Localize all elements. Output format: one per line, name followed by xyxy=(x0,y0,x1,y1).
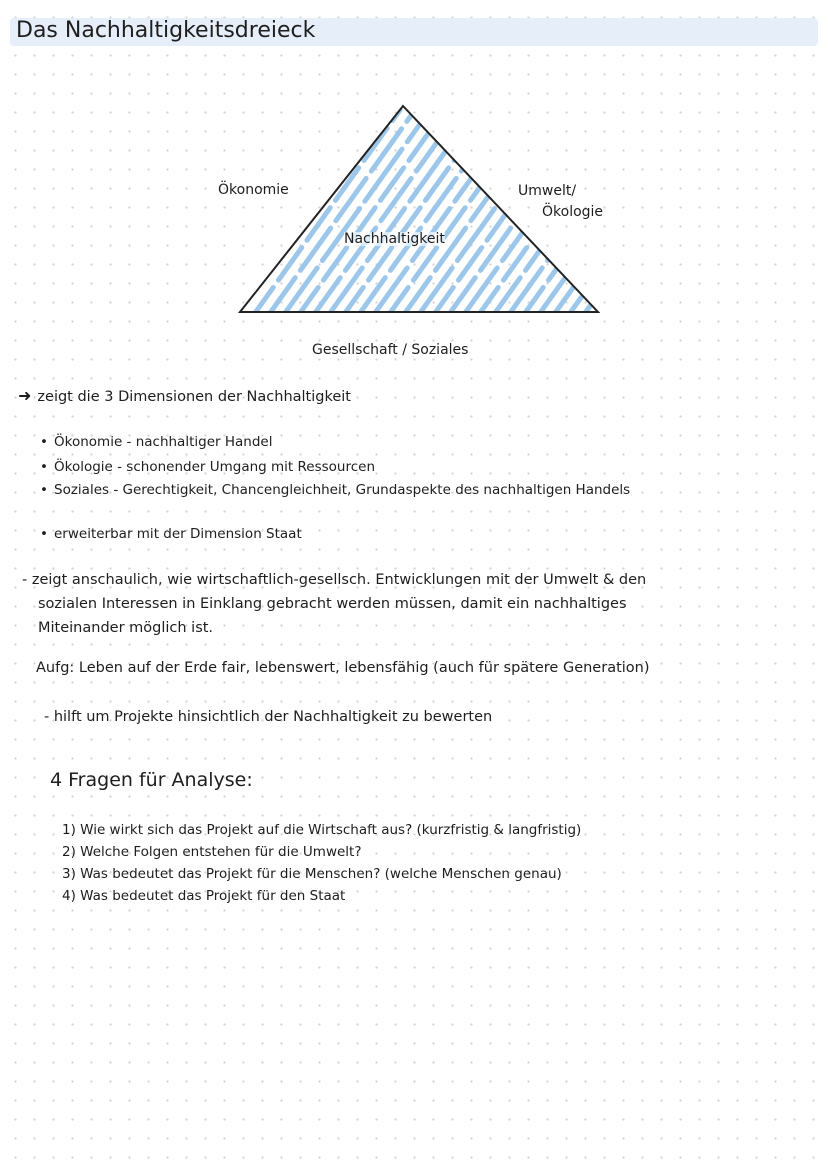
label-sustainability: Nachhaltigkeit xyxy=(344,231,445,247)
label-economy: Ökonomie xyxy=(218,182,289,198)
intro-line xyxy=(18,388,351,405)
bullet-text: Soziales - Gerechtigkeit, Chancengleichheit, Grundaspekte des nachhaltigen Handels xyxy=(54,482,631,498)
explanation-line: sozialen Interessen in Einklang gebracht werden müssen, damit ein nachhaltiges xyxy=(38,596,627,612)
extension-item: • erweiterbar mit der Dimension Staat xyxy=(40,526,302,542)
task-line: Aufg: Leben auf der Erde fair, lebenswert, lebensfähig (auch für spätere Generation) xyxy=(36,660,650,676)
hatch-stroke xyxy=(625,110,775,320)
hatch-stroke xyxy=(610,110,760,320)
extension-text: erweiterbar mit der Dimension Staat xyxy=(54,526,302,542)
explanation-line: Miteinander möglich ist. xyxy=(38,620,214,636)
sustainability-triangle xyxy=(0,0,828,360)
explanation-line: - zeigt anschaulich, wie wirtschaftlich-gesellsch. Entwicklungen mit der Umwelt & den xyxy=(22,572,647,588)
bullet-item: • Soziales - Gerechtigkeit, Chancengleichheit, Grundaspekte des nachhaltigen Handels xyxy=(40,482,631,498)
question-item: 3) Was bedeutet das Projekt für die Menschen? (welche Menschen genau) xyxy=(62,866,562,882)
bullet-text: Ökonomie - nachhaltiger Handel xyxy=(54,434,273,450)
arrow-right-icon: ➜ xyxy=(18,386,32,405)
label-environment-line1: Umwelt/ xyxy=(518,183,577,199)
question-item: 1) Wie wirkt sich das Projekt auf die Wirtschaft aus? (kurzfristig & langfristig) xyxy=(62,822,582,838)
bullet-text: Ökologie - schonender Umgang mit Ressourcen xyxy=(54,459,375,475)
bullet-item: • Ökonomie - nachhaltiger Handel xyxy=(40,434,273,450)
question-item: 4) Was bedeutet das Projekt für den Staat xyxy=(62,888,346,904)
intro-text: zeigt die 3 Dimensionen der Nachhaltigkeit xyxy=(37,389,351,405)
label-environment-line2: Ökologie xyxy=(542,204,604,220)
triangle-hatching xyxy=(250,110,775,320)
questions-heading: 4 Fragen für Analyse: xyxy=(50,769,253,791)
hatch-stroke xyxy=(595,110,745,320)
page-title: Das Nachhaltigkeitsdreieck xyxy=(16,18,316,43)
helps-line: - hilft um Projekte hinsichtlich der Nachhaltigkeit zu bewerten xyxy=(44,709,493,725)
question-item: 2) Welche Folgen entstehen für die Umwelt? xyxy=(62,844,362,860)
bullet-item: • Ökologie - schonender Umgang mit Ressourcen xyxy=(40,459,375,475)
label-society: Gesellschaft / Soziales xyxy=(312,342,469,358)
